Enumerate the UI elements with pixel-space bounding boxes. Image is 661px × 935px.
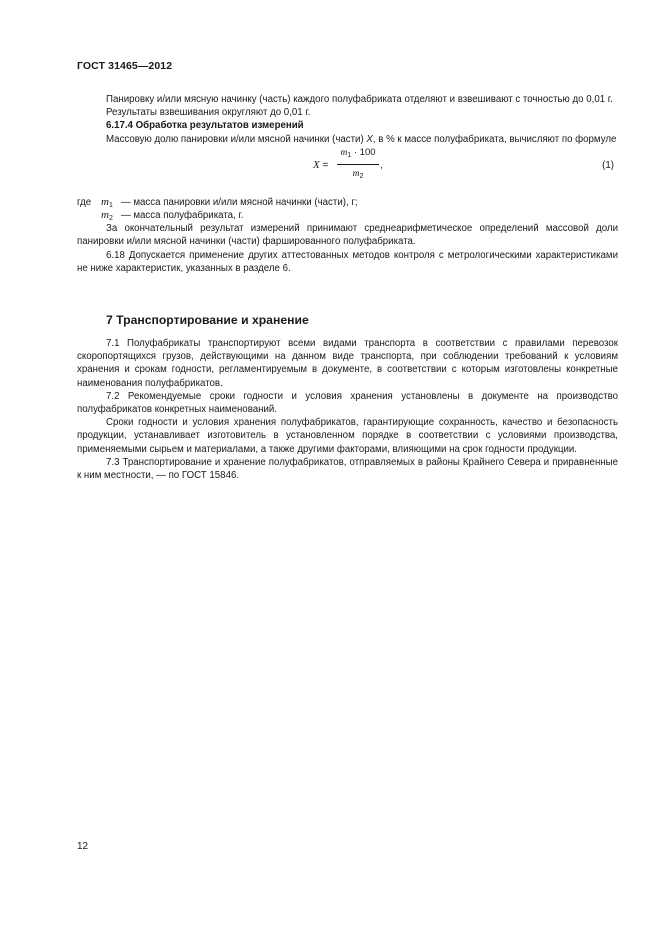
section-7-title: 7 Транспортирование и хранение [106, 313, 309, 327]
paragraph: Сроки годности и условия хранения полуфабрикатов, гарантирующие сохранность, качество и безопасность продукции, устанавливает изготовитель в установленном порядке в соответствии с условиями производства, применяемыми сырьем и материалами, а также другими факторами, влияющими на срок годности продукции. [77, 417, 618, 455]
document-header: ГОСТ 31465—2012 [77, 60, 173, 72]
formula-number: (1) [602, 159, 614, 171]
paragraph: 7.2 Рекомендуемые сроки годности и условия хранения установлены в документе на производство полуфабрикатов конкретных наименований. [77, 390, 618, 416]
subsection-title: 6.17.4 Обработка результатов измерений [106, 120, 304, 132]
fraction-bar [337, 164, 379, 165]
formula-lhs: X = [313, 158, 329, 171]
section-6-17-text [77, 93, 618, 275]
paragraph: Результаты взвешивания округляют до 0,01 г. [106, 107, 311, 119]
formula-numerator: $m_1 \cdot 100$ [340, 146, 376, 159]
formula-intro: Массовую долю панировки и/или мясной начинки (части) X, в % к массе полуфабриката, вычисляют по формуле [106, 133, 617, 145]
formula-fraction [337, 146, 379, 184]
where-line-m2: $m_2$ — масса полуфабриката, г. [101, 209, 244, 222]
paragraph: Панировку и/или мясную начинку (часть) каждого полуфабриката отделяют и взвешивают с точностью до 0,01 г. [106, 94, 613, 105]
section-7-text [77, 337, 618, 482]
where-line-m1: где $m_1$ — масса панировки и/или мясной начинки (части), г; [77, 195, 358, 209]
paragraph: За окончательный результат измерений принимают среднеарифметическое определений массовой доли панировки и/или мясной начинки (части) фаршированного полуфабриката. [77, 223, 618, 248]
formula-denominator: $m_2$ [352, 168, 364, 180]
formula-comma: , [380, 159, 383, 171]
formula-1 [77, 146, 618, 196]
paragraph: 7.3 Транспортирование и хранение полуфабрикатов, отправляемых в районы Крайнего Севера и приравненные к ним местности, — по ГОСТ 15846. [77, 456, 618, 482]
paragraph: 6.18 Допускается применение других аттестованных методов контроля с метрологическими характеристиками не ниже характеристик, указанных в разделе 6. [77, 249, 618, 274]
paragraph: 7.1 Полуфабрикаты транспортируют всеми видами транспорта в соответствии с правилами перевозок скоропортящихся грузов, действующими на данном виде транспорта, при соблюдении требований к условиям хранения и срокам годности, регламентируемым в документе, в соответствии с которым изготовлены конкретные наименования полуфабрикатов. [77, 338, 618, 389]
page-number: 12 [77, 841, 89, 852]
